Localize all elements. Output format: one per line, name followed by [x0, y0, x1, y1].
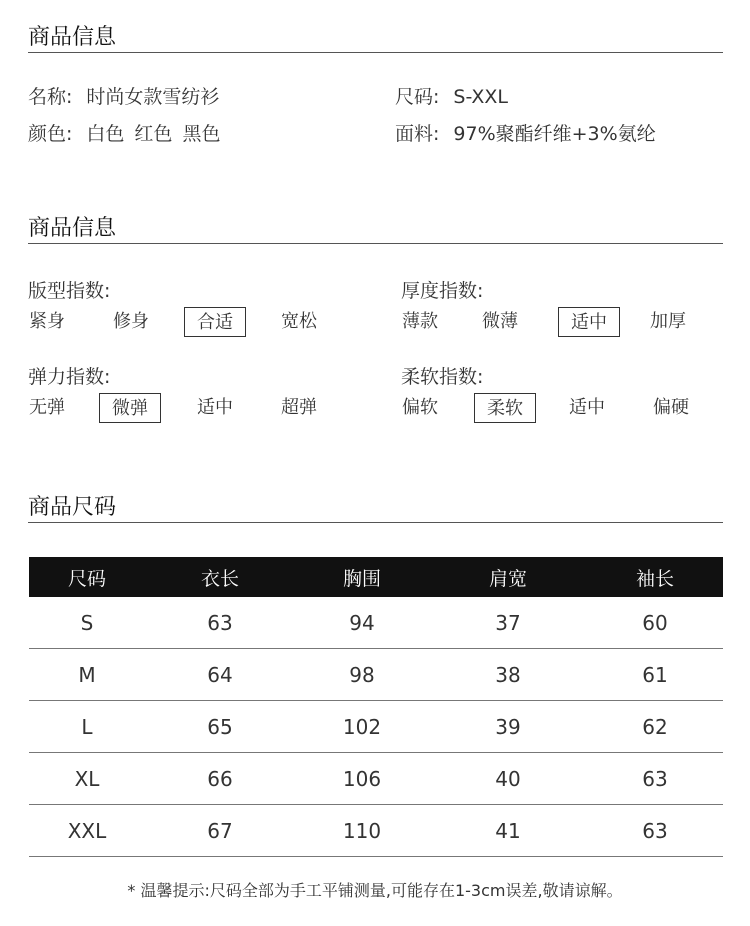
cell-bust: 94	[295, 597, 429, 649]
cell-length: 67	[145, 805, 295, 857]
table-row	[29, 701, 723, 753]
fabric-value: 97%聚酯纤维+3%氨纶	[453, 123, 656, 145]
cell-bust: 110	[295, 805, 429, 857]
cell-shoulder: 37	[429, 597, 587, 649]
header-bust: 胸围	[295, 557, 429, 597]
product-color-row	[28, 119, 220, 146]
section-divider	[28, 243, 723, 244]
table-row	[29, 649, 723, 701]
size-table-header	[29, 557, 723, 597]
cell-bust: 106	[295, 753, 429, 805]
softness-option-medium: 适中	[569, 397, 605, 418]
color-white: 白色	[86, 123, 125, 145]
thickness-option-slightly-thin: 微薄	[482, 311, 518, 332]
fit-option-regular-selected: 合适	[184, 307, 246, 337]
cell-bust: 98	[295, 649, 429, 701]
section-title-size: 商品尺码	[28, 495, 117, 520]
cell-length: 65	[145, 701, 295, 753]
softness-option-soft-selected: 柔软	[474, 393, 536, 423]
elasticity-option-slight-selected: 微弹	[99, 393, 161, 423]
thickness-index-title: 厚度指数:	[401, 280, 484, 302]
cell-size: XL	[29, 753, 145, 805]
fit-option-tight: 紧身	[29, 311, 65, 332]
header-shoulder: 肩宽	[429, 557, 587, 597]
cell-sleeve: 62	[587, 701, 723, 753]
fit-index-title: 版型指数:	[28, 280, 111, 302]
softness-index-title: 柔软指数:	[401, 366, 484, 388]
cell-sleeve: 63	[587, 805, 723, 857]
header-length: 衣长	[145, 557, 295, 597]
thickness-option-medium-selected: 适中	[558, 307, 620, 337]
cell-shoulder: 40	[429, 753, 587, 805]
elasticity-option-none: 无弹	[29, 397, 65, 418]
elasticity-option-high: 超弹	[281, 397, 317, 418]
table-row	[29, 597, 723, 649]
size-table	[29, 557, 723, 857]
measurement-note: * 温馨提示:尺码全部为手工平铺测量,可能存在1-3cm误差,敬请谅解。	[127, 881, 623, 900]
color-label: 颜色:	[28, 123, 73, 145]
color-red: 红色	[134, 123, 173, 145]
cell-size: M	[29, 649, 145, 701]
name-label: 名称:	[28, 86, 73, 108]
name-value: 时尚女款雪纺衫	[86, 86, 220, 108]
softness-option-hard-ish: 偏硬	[653, 397, 689, 418]
product-size-row	[395, 82, 508, 109]
elasticity-option-medium: 适中	[197, 397, 233, 418]
cell-shoulder: 39	[429, 701, 587, 753]
fabric-label: 面料:	[395, 123, 440, 145]
fit-option-slim: 修身	[113, 311, 149, 332]
table-row	[29, 805, 723, 857]
cell-bust: 102	[295, 701, 429, 753]
size-label: 尺码:	[395, 86, 440, 108]
cell-sleeve: 61	[587, 649, 723, 701]
section-divider	[28, 522, 723, 523]
cell-shoulder: 38	[429, 649, 587, 701]
cell-size: XXL	[29, 805, 145, 857]
header-sleeve: 袖长	[587, 557, 723, 597]
section-title-indices: 商品信息	[28, 216, 117, 241]
cell-length: 64	[145, 649, 295, 701]
product-name-row	[28, 82, 219, 109]
cell-sleeve: 60	[587, 597, 723, 649]
cell-length: 63	[145, 597, 295, 649]
elasticity-index-title: 弹力指数:	[28, 366, 111, 388]
header-size: 尺码	[29, 557, 145, 597]
cell-size: S	[29, 597, 145, 649]
fit-option-loose: 宽松	[281, 311, 317, 332]
softness-option-soft-ish: 偏软	[402, 397, 438, 418]
size-value: S-XXL	[453, 86, 508, 108]
thickness-option-thick: 加厚	[650, 311, 686, 332]
cell-sleeve: 63	[587, 753, 723, 805]
section-title-info: 商品信息	[28, 25, 117, 50]
product-fabric-row	[395, 119, 656, 146]
cell-length: 66	[145, 753, 295, 805]
color-black: 黑色	[182, 123, 221, 145]
section-divider	[28, 52, 723, 53]
thickness-option-thin: 薄款	[402, 311, 438, 332]
table-row	[29, 753, 723, 805]
cell-shoulder: 41	[429, 805, 587, 857]
cell-size: L	[29, 701, 145, 753]
